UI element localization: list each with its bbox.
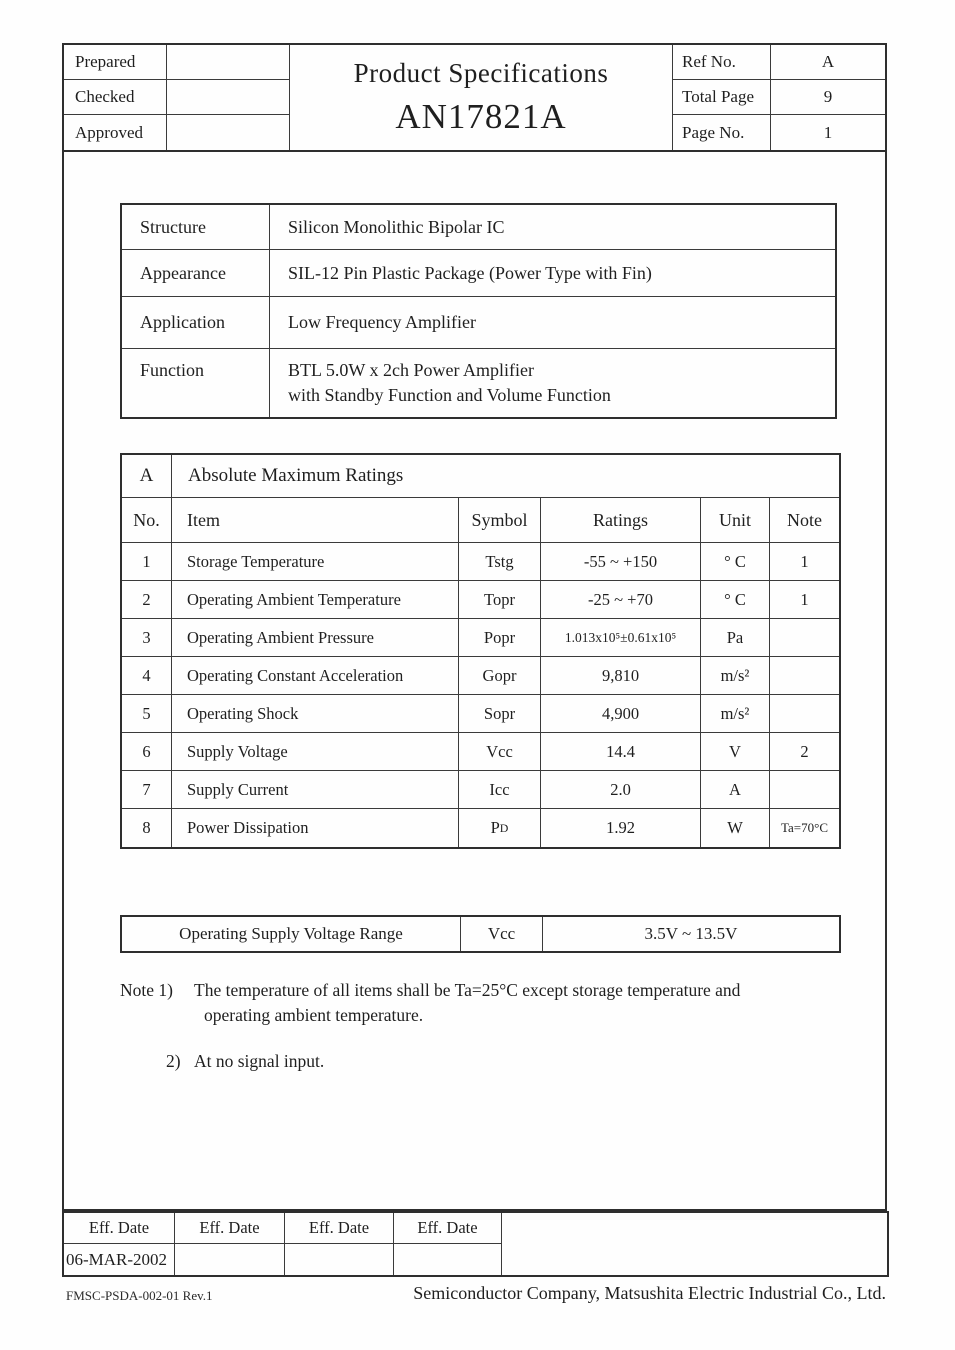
table-row (122, 543, 839, 581)
document-frame (62, 43, 887, 1211)
col-header-ratings: Ratings (541, 498, 701, 542)
row-no: 8 (122, 809, 172, 847)
row-symbol: Icc (459, 771, 541, 808)
eff-date-header: Eff. Date (394, 1213, 502, 1244)
page-no-label: Page No. (673, 115, 771, 150)
row-no: 2 (122, 581, 172, 618)
row-unit: ° C (701, 543, 770, 580)
table-row (122, 205, 835, 250)
row-no: 5 (122, 695, 172, 732)
note-1 (120, 978, 740, 1003)
eff-date-header: Eff. Date (175, 1213, 285, 1244)
row-note: 1 (800, 551, 809, 571)
title-block (290, 45, 672, 150)
appearance-label: Appearance (122, 250, 270, 296)
row-unit: Pa (701, 619, 770, 656)
ratings-header-row (122, 498, 839, 543)
part-number: AN17821A (395, 97, 567, 136)
row-unit: m/s² (701, 695, 770, 732)
ref-no-value: A (771, 45, 885, 80)
row-ratings: 9,810 (541, 657, 701, 694)
row-item: Storage Temperature (172, 543, 459, 580)
col-header-item: Item (172, 498, 459, 542)
row-symbol: Popr (459, 619, 541, 656)
row-ratings: 1.013x10⁵±0.61x10⁵ (541, 619, 701, 656)
row-note: 2 (800, 741, 809, 761)
row-symbol: Gopr (459, 657, 541, 694)
overview-table (120, 203, 837, 419)
supply-range-symbol: Vcc (461, 917, 543, 951)
signature-table (64, 45, 290, 150)
company-name: Semiconductor Company, Matsushita Electric Industrial Co., Ltd. (413, 1283, 886, 1303)
structure-value (270, 205, 835, 249)
eff-date-value (175, 1244, 285, 1275)
row-item: Operating Ambient Temperature (172, 581, 459, 618)
note-1-text-line1: The temperature of all items shall be Ta=25°C except storage temperature and (194, 980, 741, 1000)
table-row (122, 581, 839, 619)
appearance-value (270, 250, 835, 296)
col-header-note: Note (787, 509, 822, 530)
row-ratings: 4,900 (541, 695, 701, 732)
row-note (770, 695, 839, 732)
table-row (122, 349, 835, 417)
application-label: Application (122, 297, 270, 348)
eff-date-remarks-cell (502, 1213, 887, 1275)
eff-date-value (285, 1244, 394, 1275)
row-ratings: 14.4 (541, 733, 701, 770)
function-value (270, 349, 835, 417)
row-ratings: 2.0 (541, 771, 701, 808)
table-row (122, 695, 839, 733)
eff-date-header: Eff. Date (64, 1213, 175, 1244)
row-item: Operating Ambient Pressure (172, 619, 459, 656)
row-unit: A (701, 771, 770, 808)
function-value-line1: BTL 5.0W x 2ch Power Amplifier (288, 360, 534, 380)
row-item: Operating Shock (172, 695, 459, 732)
row-unit: W (701, 809, 770, 847)
row-no: 7 (122, 771, 172, 808)
row-symbol (459, 809, 541, 847)
row-note (770, 657, 839, 694)
notes-block (120, 978, 740, 1074)
row-note: 1 (800, 589, 809, 609)
row-item: Supply Voltage (172, 733, 459, 770)
row-item: Supply Current (172, 771, 459, 808)
total-page-label: Total Page (673, 80, 771, 115)
symbol-base: P (490, 818, 500, 837)
row-item: Operating Constant Acceleration (172, 657, 459, 694)
table-row (122, 771, 839, 809)
row-note (770, 771, 839, 808)
note-1-text-line2: operating ambient temperature. (204, 1005, 424, 1025)
prepared-value (167, 45, 289, 80)
row-symbol: Vcc (459, 733, 541, 770)
table-row (122, 809, 839, 847)
checked-label: Checked (64, 80, 167, 115)
row-unit: V (701, 733, 770, 770)
checked-value (167, 80, 289, 115)
section-title: Absolute Maximum Ratings (188, 465, 404, 486)
table-row (122, 297, 835, 349)
table-row (122, 250, 835, 297)
row-ratings: -25 ~ +70 (541, 581, 701, 618)
row-ratings: -55 ~ +150 (541, 543, 701, 580)
row-note: Ta=70°C (780, 820, 828, 835)
symbol-subscript: D (499, 820, 509, 835)
function-label: Function (122, 349, 270, 417)
table-row (122, 619, 839, 657)
eff-date-value (394, 1244, 502, 1275)
supply-range-label: Operating Supply Voltage Range (122, 917, 461, 951)
eff-date-value: 06-MAR-2002 (64, 1244, 175, 1275)
supply-range-table (120, 915, 841, 953)
approved-value (167, 115, 289, 150)
note-1-label: Note 1) (120, 980, 173, 1000)
eff-date-header: Eff. Date (285, 1213, 394, 1244)
appearance-value-text: SIL-12 Pin Plastic Package (Power Type with Fin) (288, 262, 652, 283)
col-header-unit: Unit (701, 498, 770, 542)
note-2-text: At no signal input. (194, 1051, 325, 1071)
document-title: Product Specifications (353, 58, 609, 88)
row-no: 3 (122, 619, 172, 656)
row-ratings: 1.92 (541, 809, 701, 847)
ref-no-label: Ref No. (673, 45, 771, 80)
header-block (64, 45, 885, 152)
ratings-title-row (122, 455, 839, 498)
structure-label: Structure (122, 205, 270, 249)
meta-table (672, 45, 885, 150)
total-page-value: 9 (771, 80, 885, 115)
supply-range-value: 3.5V ~ 13.5V (644, 924, 738, 943)
col-header-no: No. (122, 498, 172, 542)
table-row (122, 733, 839, 771)
structure-value-text: Silicon Monolithic Bipolar IC (288, 216, 505, 237)
table-row (122, 657, 839, 695)
col-header-symbol: Symbol (459, 498, 541, 542)
row-note (770, 619, 839, 656)
row-symbol: Tstg (459, 543, 541, 580)
row-no: 1 (122, 543, 172, 580)
section-id: A (122, 455, 172, 497)
prepared-label: Prepared (64, 45, 167, 80)
note-2-label: 2) (166, 1051, 181, 1071)
note-2 (166, 1049, 740, 1074)
row-item: Power Dissipation (172, 809, 459, 847)
ratings-table (120, 453, 841, 849)
row-unit: m/s² (701, 657, 770, 694)
form-number: FMSC-PSDA-002-01 Rev.1 (66, 1288, 213, 1303)
row-symbol: Sopr (459, 695, 541, 732)
row-symbol: Topr (459, 581, 541, 618)
effective-date-table (62, 1211, 889, 1277)
function-value-line2: with Standby Function and Volume Function (288, 385, 611, 405)
application-value-text: Low Frequency Amplifier (288, 312, 476, 332)
row-unit: ° C (701, 581, 770, 618)
approved-label: Approved (64, 115, 167, 150)
page-no-value: 1 (823, 122, 833, 142)
application-value (270, 297, 835, 348)
row-no: 6 (122, 733, 172, 770)
row-no: 4 (122, 657, 172, 694)
